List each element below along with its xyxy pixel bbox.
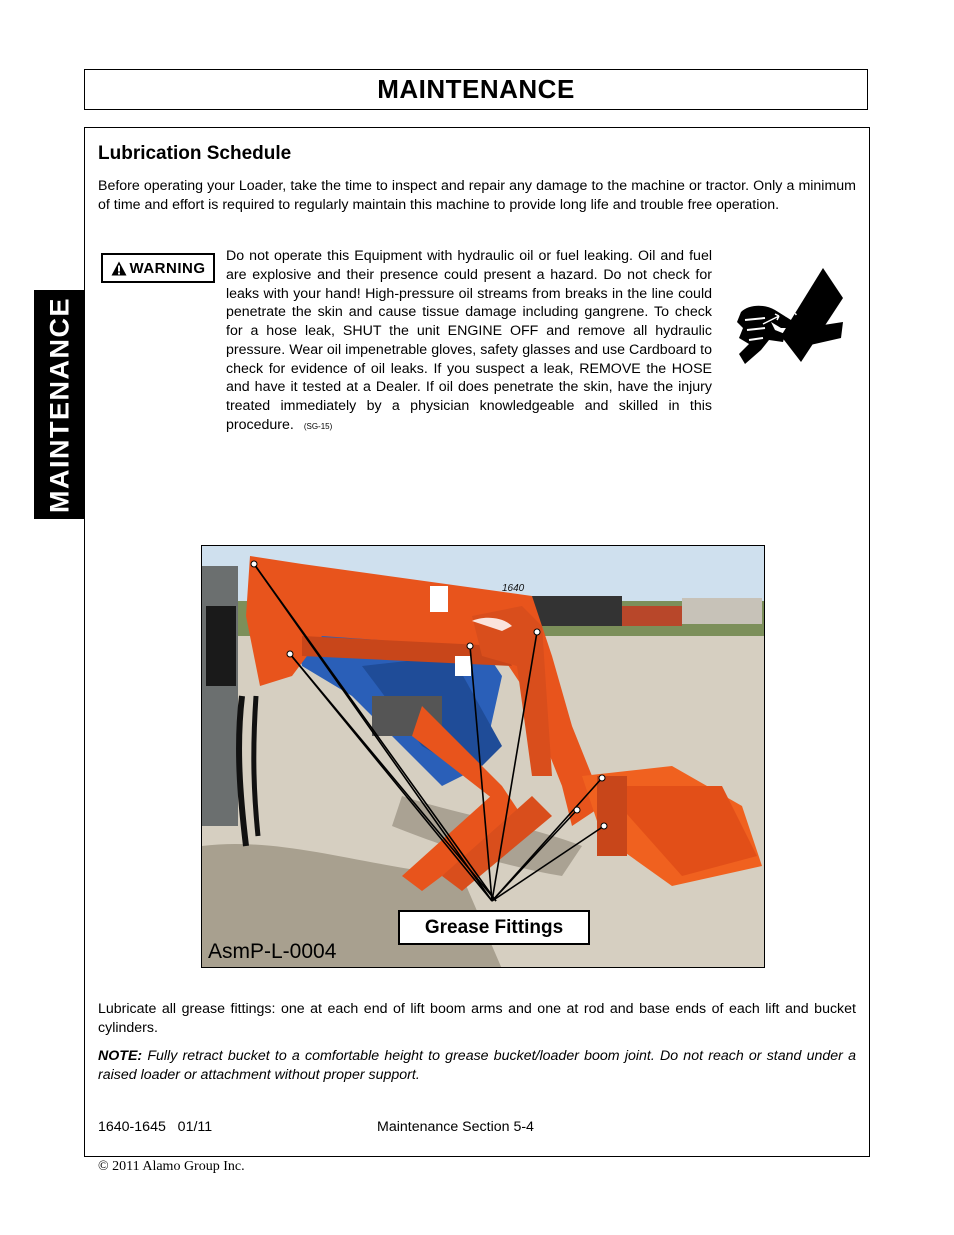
grease-fittings-callout: Grease Fittings bbox=[398, 910, 590, 945]
intro-paragraph: Before operating your Loader, take the time to inspect and repair any damage to the machine or tractor. Only a minimum of time and effort is required to regularly maintain this machine to provide long life and trouble free operation. bbox=[98, 178, 856, 213]
hand-injection-hazard-icon bbox=[735, 264, 843, 376]
loader-illustration bbox=[202, 546, 765, 968]
note-paragraph bbox=[98, 1047, 856, 1085]
warning-code: (SG-15) bbox=[303, 421, 333, 431]
warning-triangle-icon bbox=[111, 261, 127, 276]
page-title: MAINTENANCE bbox=[377, 74, 575, 104]
note-label: NOTE: bbox=[98, 1048, 143, 1064]
warning-badge bbox=[101, 253, 215, 283]
footer-section: Maintenance Section 5-4 bbox=[377, 1119, 534, 1135]
loader-photo bbox=[201, 545, 765, 968]
side-tab-label: MAINTENANCE bbox=[44, 296, 74, 513]
copyright: © 2011 Alamo Group Inc. bbox=[98, 1159, 245, 1174]
warning-badge-label: WARNING bbox=[129, 259, 206, 277]
warning-text bbox=[226, 247, 712, 437]
page-header bbox=[84, 69, 868, 110]
lubrication-instructions: Lubricate all grease fittings: one at each end of lift boom arms and one at rod and base ends of each lift and bucket cylinders. bbox=[98, 1001, 856, 1036]
image-id-label: AsmP-L-0004 bbox=[208, 940, 337, 963]
footer-model: 1640-1645 01/11 bbox=[98, 1119, 213, 1135]
warning-body: Do not operate this Equipment with hydraulic oil or fuel leaking. Oil and fuel are explosive and their presence could present a hazard. Do not check for leaks with your hand! High-pressure oil streams from breaks in the line could penetrate the skin and cause tissue damage including gangrene. To check for a hose leak, SHUT the unit ENGINE OFF and remove all hydraulic pressure. Wear oil impenetrable gloves, safety glasses and use Cardboard to check for evidence of oil leaks. If you suspect a leak, REMOVE the HOSE and have it tested at a Dealer. If oil does penetrate the skin, have the injury treated immediately by a physician knowledgeable and skilled in this procedure. bbox=[226, 248, 712, 433]
loader-decal: 1640 bbox=[502, 583, 525, 594]
side-tab bbox=[34, 290, 85, 519]
section-title: Lubrication Schedule bbox=[98, 143, 292, 164]
note-body: Fully retract bucket to a comfortable height to grease bucket/loader boom joint. Do not reach or stand under a raised loader or attachment without proper support. bbox=[98, 1048, 856, 1083]
